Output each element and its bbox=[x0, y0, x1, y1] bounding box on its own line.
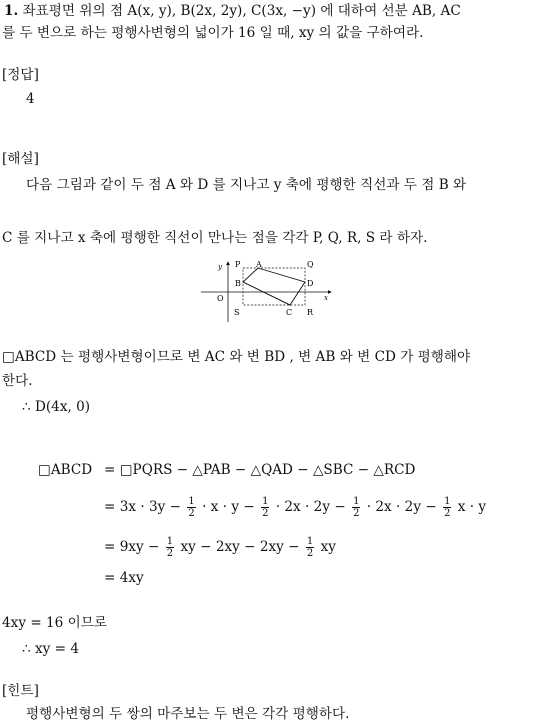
fraction-half: $\frac{1}{2}$ bbox=[166, 536, 174, 559]
fraction-half: $\frac{1}{2}$ bbox=[306, 536, 314, 559]
answer-value: 4 bbox=[26, 91, 35, 107]
problem-text-2: 를 두 변으로 하는 평행사변형의 넓이가 16 일 때, xy 의 값을 구하여라. bbox=[2, 25, 424, 41]
problem-text-1: 좌표평면 위의 점 A(x, y), B(2x, 2y), C(3x, −y) 에 대하여 선분 AB, AC bbox=[22, 3, 461, 19]
label-b: B bbox=[235, 279, 241, 288]
label-c: C bbox=[286, 308, 293, 317]
solution-p2-line1: □ABCD 는 평행사변형이므로 변 AC 와 변 BD , 변 AB 와 변 CD 가 평행해야 bbox=[2, 349, 471, 365]
equation-row-1: = □PQRS − △PAB − △QAD − △SBC − △RCD bbox=[104, 462, 416, 478]
eq2-part-b: · x · y − bbox=[202, 499, 255, 515]
fraction-half: $\frac{1}{2}$ bbox=[353, 496, 360, 519]
fraction-half: $\frac{1}{2}$ bbox=[444, 496, 451, 519]
label-q: Q bbox=[307, 260, 314, 269]
label-y-axis: y bbox=[218, 263, 222, 271]
fraction-half: $\frac{1}{2}$ bbox=[262, 496, 269, 519]
eq2-part-e: x · y bbox=[457, 499, 487, 515]
conclusion-line-2: ∴ xy = 4 bbox=[22, 641, 79, 657]
eq3-part-a: = 9xy − bbox=[104, 539, 160, 555]
label-s: S bbox=[234, 308, 240, 317]
therefore-d: ∴ D(4x, 0) bbox=[22, 399, 91, 415]
equation-row-4: = 4xy bbox=[104, 570, 144, 586]
eq3-part-c: xy bbox=[320, 539, 336, 555]
coordinate-figure bbox=[198, 258, 336, 324]
answer-heading: [정답] bbox=[2, 67, 39, 83]
segment-bc bbox=[243, 282, 290, 305]
eq3-part-b: xy − 2xy − 2xy − bbox=[180, 539, 300, 555]
hint-text: 평행사변형의 두 쌍의 마주보는 두 변은 각각 평행하다. bbox=[26, 706, 350, 722]
solution-p1-line2: C 를 지나고 x 축에 평행한 직선이 만나는 점을 각각 P, Q, R, S 라 하자. bbox=[2, 230, 428, 246]
problem-line-1 bbox=[4, 2, 535, 20]
solution-p1-line1: 다음 그림과 같이 두 점 A 와 D 를 지나고 y 축에 평행한 직선과 두 점 B 와 bbox=[26, 177, 467, 193]
label-d: D bbox=[307, 279, 314, 288]
fraction-half: $\frac{1}{2}$ bbox=[188, 496, 195, 519]
eq2-part-a: = 3x · 3y − bbox=[104, 499, 182, 515]
equation-row-2 bbox=[104, 496, 486, 519]
solution-p2-line2: 한다. bbox=[2, 373, 33, 389]
eq2-part-c: · 2x · 2y − bbox=[275, 499, 346, 515]
equation-lhs: □ABCD bbox=[38, 462, 93, 478]
solution-heading: [해설] bbox=[2, 151, 39, 167]
label-a: A bbox=[256, 260, 262, 269]
label-p: P bbox=[235, 260, 241, 269]
equation-row-3 bbox=[104, 536, 336, 559]
label-origin: O bbox=[217, 294, 224, 303]
label-x-axis: x bbox=[324, 294, 328, 302]
hint-heading: [힌트] bbox=[2, 683, 39, 699]
eq2-part-d: · 2x · 2y − bbox=[366, 499, 437, 515]
problem-number: 1. bbox=[4, 3, 19, 19]
label-r: R bbox=[307, 308, 314, 317]
conclusion-line-1: 4xy = 16 이므로 bbox=[2, 615, 108, 631]
